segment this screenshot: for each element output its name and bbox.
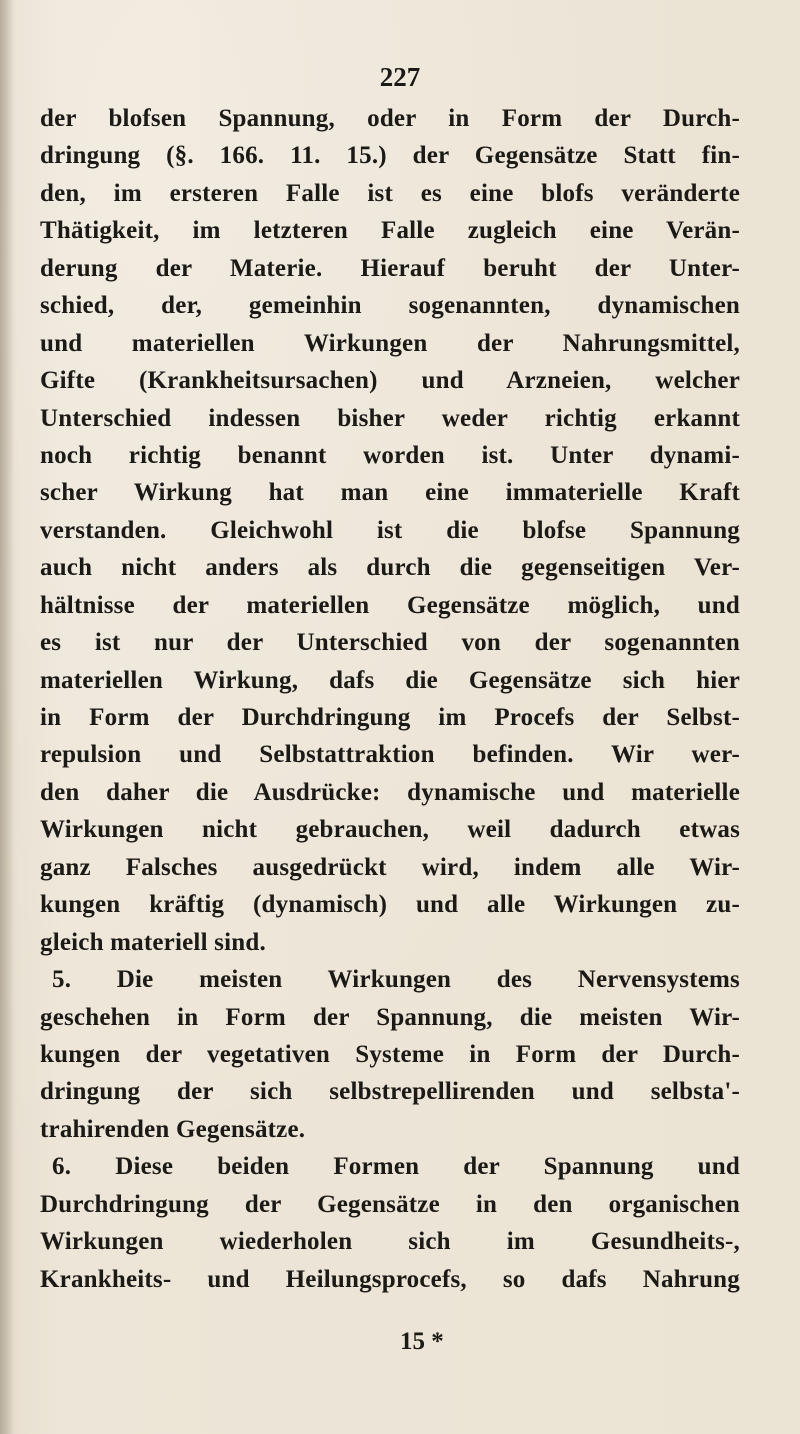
page-number: 227	[379, 62, 421, 92]
text-line: verstanden. Gleichwohl ist die blofse Spannung	[40, 516, 740, 544]
text-line: den daher die Ausdrücke: dynamische und materielle	[40, 778, 740, 806]
text-line: der blofsen Spannung, oder in Form der Durch-	[40, 105, 740, 132]
text-line: und materiellen Wirkungen der Nahrungsmittel,	[40, 329, 740, 357]
text-line: auch nicht anders als durch die gegenseitigen Ver-	[40, 554, 740, 582]
text-line: es ist nur der Unterschied von der sogenannten	[40, 629, 740, 657]
text-line: kungen kräftig (dynamisch) und alle Wirkungen zu-	[40, 891, 740, 919]
text-line: Krankheits- und Heilungsprocefs, so dafs Nahrung	[40, 1265, 740, 1293]
text-line: ganz Falsches ausgedrückt wird, indem alle Wir-	[40, 853, 740, 881]
text-line: noch richtig benannt worden ist. Unter dynami-	[40, 441, 740, 469]
text-line: repulsion und Selbstattraktion befinden. Wir wer-	[40, 741, 740, 769]
signature-mark: 15 *	[400, 1328, 444, 1355]
text-line: Unterschied indessen bisher weder richtig erkannt	[40, 404, 740, 432]
text-line: materiellen Wirkung, dafs die Gegensätze sich hier	[40, 666, 740, 694]
text-line: trahirenden Gegensätze.	[40, 1115, 306, 1143]
text-line: 5. Die meisten Wirkungen des Nervensystems	[52, 966, 740, 994]
text-line: gleich materiell sind.	[40, 928, 266, 956]
gutter-shadow	[0, 0, 14, 1434]
text-line: Wirkungen nicht gebrauchen, weil dadurch etwas	[40, 816, 740, 844]
text-line: in Form der Durchdringung im Procefs der Selbst-	[40, 704, 740, 731]
text-line: dringung (§. 166. 11. 15.) der Gegensätze Statt fin-	[40, 142, 740, 170]
text-line: den, im ersteren Falle ist es eine blofs veränderte	[40, 179, 740, 207]
text-line: derung der Materie. Hierauf beruht der Unter-	[40, 254, 740, 282]
text-line: scher Wirkung hat man eine immaterielle Kraft	[40, 479, 740, 507]
text-line: 6. Diese beiden Formen der Spannung und	[52, 1153, 740, 1181]
text-line: dringung der sich selbstrepellirenden und selbsta'-	[40, 1078, 740, 1106]
text-line: hältnisse der materiellen Gegensätze möglich, und	[40, 591, 740, 619]
text-line: geschehen in Form der Spannung, die meisten Wir-	[40, 1003, 740, 1031]
text-line: kungen der vegetativen Systeme in Form der Durch-	[40, 1040, 740, 1068]
text-line: schied, der, gemeinhin sogenannten, dynamischen	[40, 292, 740, 320]
text-line: Wirkungen wiederholen sich im Gesundheits-,	[40, 1228, 740, 1256]
text-line: Thätigkeit, im letzteren Falle zugleich eine Verän-	[40, 217, 740, 245]
text-line: Durchdringung der Gegensätze in den organischen	[40, 1190, 740, 1218]
body-text	[40, 100, 740, 1298]
text-line: Gifte (Krankheitsursachen) und Arzneien, welcher	[40, 367, 740, 395]
